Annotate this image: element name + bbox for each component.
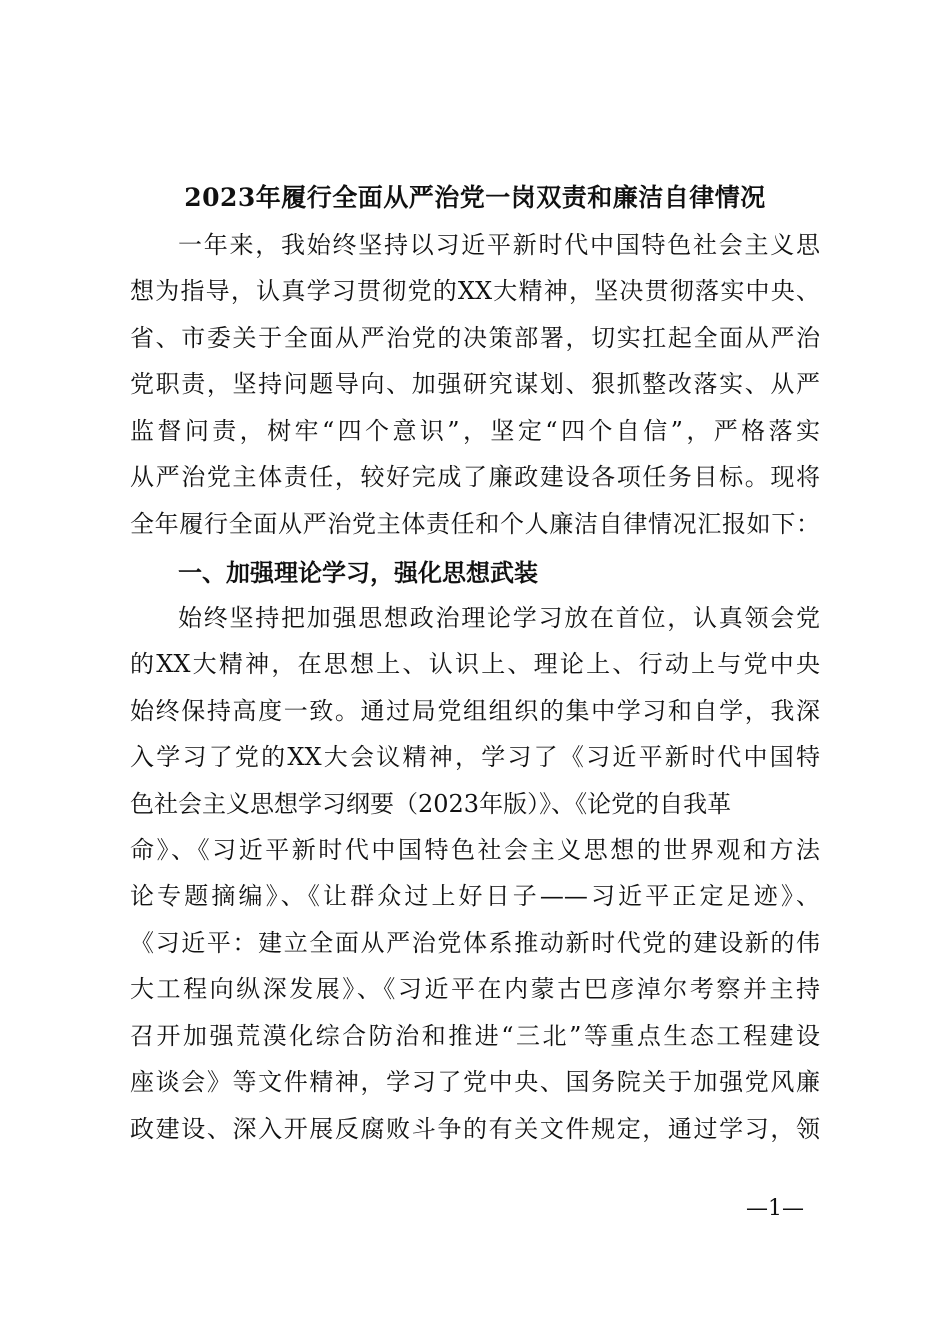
paragraph-line: 省、市委关于全面从严治党的决策部署，切实扛起全面从严治 <box>130 324 820 352</box>
paragraph-line: 《习近平：建立全面从严治党体系推动新时代党的建设新的伟 <box>130 929 820 957</box>
paragraph-line: 全年履行全面从严治党主体责任和个人廉洁自律情况汇报如下： <box>130 510 820 538</box>
paragraph-line: 大工程向纵深发展》、《习近平在内蒙古巴彦淖尔考察并主持 <box>130 975 820 1003</box>
paragraph-line: 党职责，坚持问题导向、加强研究谋划、狠抓整改落实、从严 <box>130 370 820 398</box>
paragraph-line: 的XX大精神，在思想上、认识上、理论上、行动上与党中央 <box>130 650 820 678</box>
paragraph-line: 入学习了党的XX大会议精神，学习了《习近平新时代中国特 <box>130 743 820 771</box>
paragraph-line: 始终保持高度一致。通过局党组组织的集中学习和自学，我深 <box>130 697 820 725</box>
paragraph-line: 政建设、深入开展反腐败斗争的有关文件规定，通过学习，领 <box>130 1115 820 1143</box>
paragraph-line: 色社会主义思想学习纲要（2023年版）》、《论党的自我革 <box>130 790 732 818</box>
paragraph-line: 论专题摘编》、《让群众过上好日子——习近平正定足迹》、 <box>130 882 820 910</box>
paragraph-line: 从严治党主体责任，较好完成了廉政建设各项任务目标。现将 <box>130 463 820 491</box>
page-number: —1— <box>746 1196 804 1221</box>
paragraph-line: 座谈会》等文件精神，学习了党中央、国务院关于加强党风廉 <box>130 1068 820 1096</box>
paragraph-line: 命》、《习近平新时代中国特色社会主义思想的世界观和方法 <box>130 836 820 864</box>
paragraph-line: 始终坚持把加强思想政治理论学习放在首位，认真领会党 <box>178 604 820 632</box>
document-title: 2023年履行全面从严治党一岗双责和廉洁自律情况 <box>184 183 766 212</box>
paragraph-line: 想为指导，认真学习贯彻党的XX大精神，坚决贯彻落实中央、 <box>130 277 820 305</box>
section-heading: 一、加强理论学习，强化思想武装 <box>178 559 538 587</box>
paragraph-line: 监督问责，树牢“四个意识”，坚定“四个自信”，严格落实 <box>130 417 820 445</box>
paragraph-line: 一年来，我始终坚持以习近平新时代中国特色社会主义思 <box>178 231 820 259</box>
paragraph-line: 召开加强荒漠化综合防治和推进“三北”等重点生态工程建设 <box>130 1022 820 1050</box>
